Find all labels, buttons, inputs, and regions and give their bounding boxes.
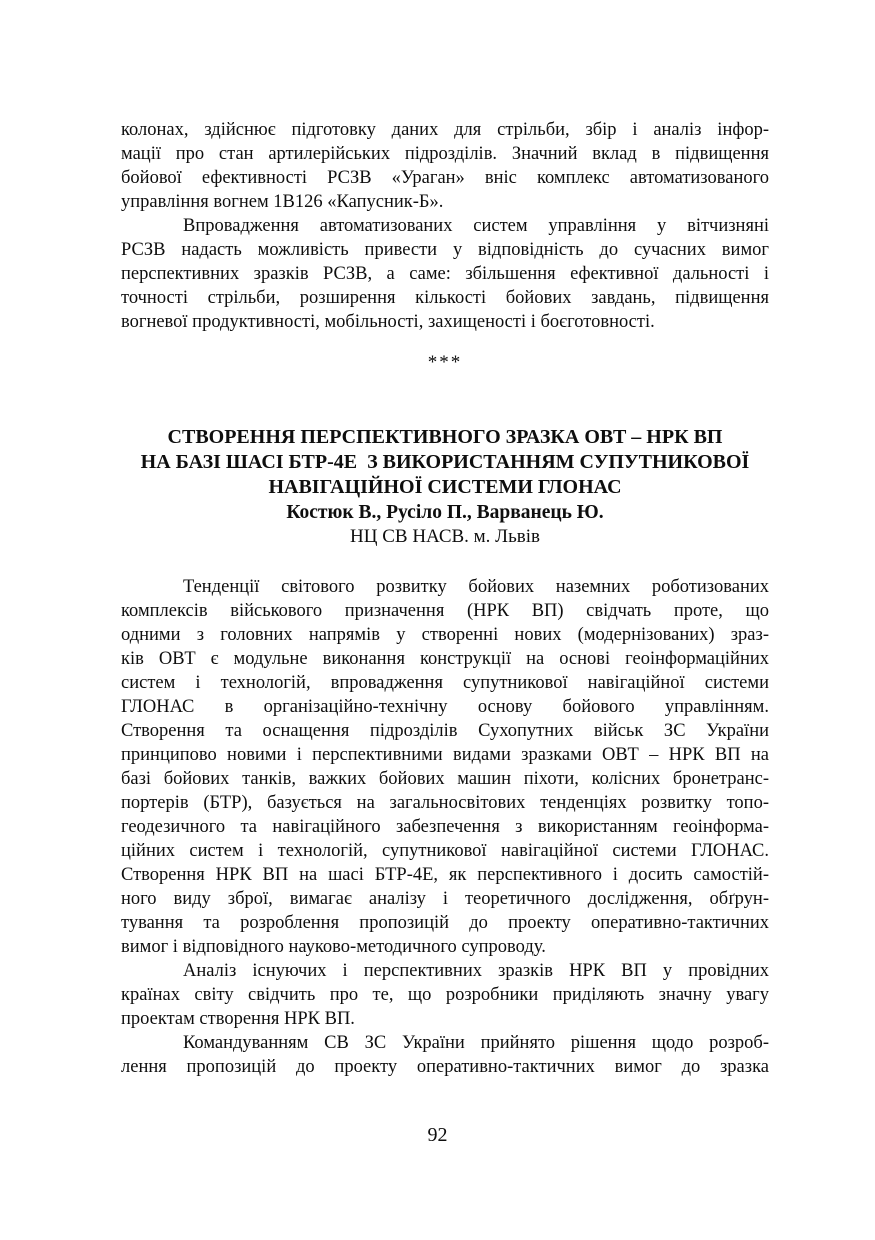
text-line: Створення та оснащення підрозділів Сухопутних військ ЗС України	[121, 721, 769, 741]
paragraph	[121, 214, 769, 334]
article-title-line-3: НАВІГАЦІЙНОЇ СИСТЕМИ ГЛОНАС	[268, 476, 622, 498]
text-line: бойової ефективності РСЗВ «Ураган» вніс комплекс автоматизованого	[121, 168, 769, 188]
paragraph	[121, 575, 769, 959]
article-body	[121, 575, 769, 1079]
text-line: принципово новими і перспективними видами зразками ОВТ – НРК ВП на	[121, 745, 769, 765]
text-line: перспективних зразків РСЗВ, а саме: збільшення ефективної дальності і	[121, 264, 769, 284]
text-line: комплексів військового призначення (НРК ВП) свідчать проте, що	[121, 601, 769, 621]
text-line: РСЗВ надасть можливість привести у відповідність до сучасних вимог	[121, 240, 769, 260]
article-affiliation: НЦ СВ НАСВ. м. Львів	[350, 526, 540, 547]
paragraph	[121, 1031, 769, 1079]
text-line: ГЛОНАС в організаційно-технічну основу бойового управлінням.	[121, 697, 769, 717]
text-line: вогневої продуктивності, мобільності, захищеності і боєготовності.	[121, 312, 655, 332]
article-title-line-2: НА БАЗІ ШАСІ БТР-4Е З ВИКОРИСТАННЯМ СУПУТНИКОВОЇ	[140, 451, 750, 473]
text-line: Тенденції світового розвитку бойових наземних роботизованих	[183, 577, 769, 597]
text-line: базі бойових танків, важких бойових машин піхоти, колісних бронетранс-	[121, 769, 769, 789]
paragraph	[121, 118, 769, 214]
text-line: портерів (БТР), базується на загальносвітових тенденціях розвитку топо-	[121, 793, 769, 813]
text-line: Аналіз існуючих і перспективних зразків НРК ВП у провідних	[183, 961, 769, 981]
text-line: ційних систем і технологій, супутникової навігаційної системи ГЛОНАС.	[121, 841, 769, 861]
text-line: геодезичного та навігаційного забезпечення з використанням геоінформа-	[121, 817, 769, 837]
text-line: одними з головних напрямів у створенні нових (модернізованих) зраз-	[121, 625, 769, 645]
text-line: країнах світу свідчить про те, що розробники приділяють значну увагу	[121, 985, 769, 1005]
text-line: точності стрільби, розширення кількості бойових завдань, підвищення	[121, 288, 769, 308]
text-line: ного виду зброї, вимагає аналізу і теоретичного дослідження, обґрун-	[121, 889, 769, 909]
text-line: проектам створення НРК ВП.	[121, 1009, 355, 1029]
page-number: 92	[427, 1124, 448, 1146]
text-line: мації про стан артилерійських підрозділів. Значний вклад в підвищення	[121, 144, 769, 164]
text-line: систем і технологій, впровадження супутникової навігаційної системи	[121, 673, 769, 693]
text-line: тування та розроблення пропозицій до проекту оперативно-тактичних	[121, 913, 769, 933]
text-block	[121, 118, 769, 1079]
article-authors: Костюк В., Русіло П., Варванець Ю.	[286, 502, 604, 523]
text-line: лення пропозицій до проекту оперативно-тактичних вимог до зразка	[121, 1057, 769, 1077]
text-line: ків ОВТ є модульне виконання конструкції на основі геоінформаційних	[121, 649, 769, 669]
paragraph	[121, 959, 769, 1031]
article-header	[121, 425, 769, 549]
text-line: вимог і відповідного науково-методичного супроводу.	[121, 937, 546, 957]
text-line: колонах, здійснює підготовку даних для стрільби, збір і аналіз інфор-	[121, 120, 769, 140]
section-separator: ***	[427, 352, 463, 373]
previous-article-ending	[121, 118, 769, 334]
article-title-line-1: СТВОРЕННЯ ПЕРСПЕКТИВНОГО ЗРАЗКА ОВТ – НРК ВП	[167, 426, 723, 448]
text-line: Впровадження автоматизованих систем управління у вітчизняні	[183, 216, 769, 236]
text-line: управління вогнем 1В126 «Капусник-Б».	[121, 192, 444, 212]
text-line: Створення НРК ВП на шасі БТР-4Е, як перспективного і досить самостій-	[121, 865, 769, 885]
text-line: Командуванням СВ ЗС України прийнято рішення щодо розроб-	[183, 1033, 769, 1053]
